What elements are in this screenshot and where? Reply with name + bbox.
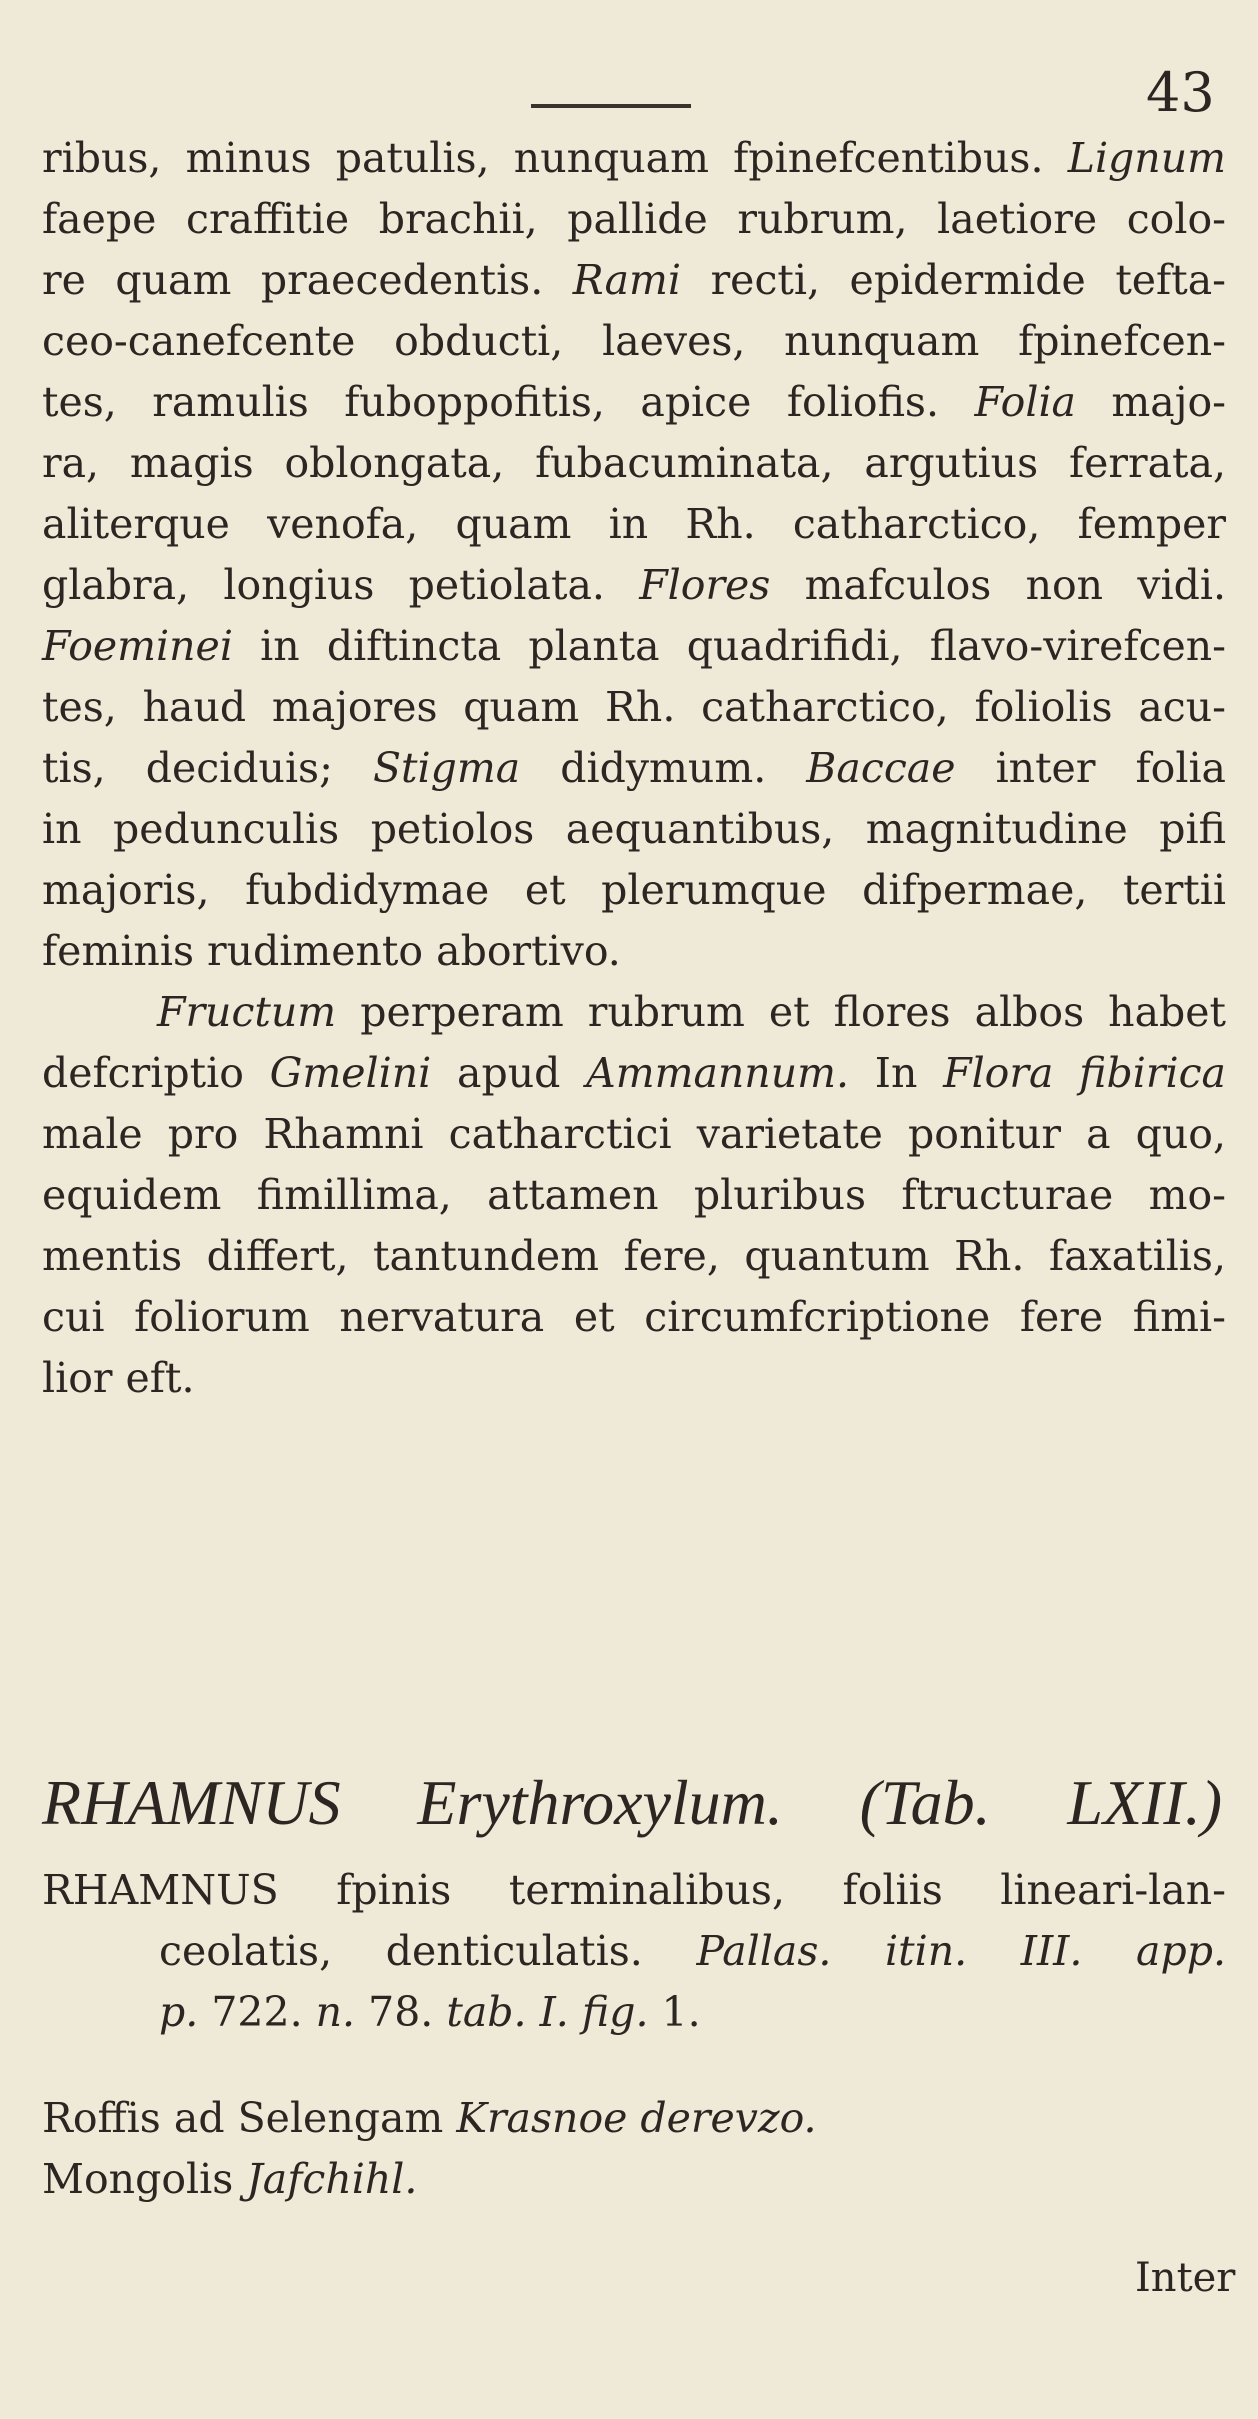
text-run: 722.: [198, 1988, 316, 2036]
text-run: didymum.: [520, 744, 807, 792]
text-run: ribus, minus patulis, nunquam fpinefcentibus.: [42, 134, 1068, 182]
italic-run: Lignum: [1067, 134, 1226, 182]
text-line: [42, 311, 1226, 372]
text-line: [42, 555, 1226, 616]
text-line: [42, 1921, 1226, 1982]
text-line: [42, 1226, 1226, 1287]
italic-run: Flores: [639, 561, 771, 609]
text-line: [42, 1287, 1226, 1348]
text-run: male pro Rhamni catharctici varietate ponitur a quo,: [42, 1110, 1226, 1158]
text-line: [42, 677, 1226, 738]
text-run: RHAMNUS fpinis terminalibus, foliis lineari-lan-: [42, 1866, 1226, 1914]
text-run: aliterque venofa, quam in Rh. catharctico, femper: [42, 500, 1226, 548]
italic-run: n.: [315, 1988, 356, 2036]
text-run: 78.: [355, 1988, 447, 2036]
text-line: [42, 372, 1226, 433]
page-number: 43: [1146, 61, 1215, 124]
text-run: defcriptio: [42, 1049, 270, 1097]
catchword: Inter: [1135, 2255, 1236, 2301]
text-run: mafculos non vidi.: [770, 561, 1226, 609]
header-rule: [531, 104, 691, 108]
text-run: tes, ramulis fuboppofitis, apice foliofis.: [42, 378, 975, 426]
text-run: re quam praecedentis.: [42, 256, 573, 304]
text-line: [42, 1043, 1226, 1104]
text-run: ceo-canefcente obducti, laeves, nunquam fpinefcen-: [42, 317, 1226, 365]
text-run: apud: [431, 1049, 587, 1097]
italic-run: p.: [159, 1988, 199, 2036]
italic-run: Jafchihl.: [246, 2155, 418, 2203]
italic-run: Foeminei: [42, 622, 233, 670]
body-text: [42, 128, 1226, 1409]
text-run: tis, deciduis;: [42, 744, 373, 792]
text-line: [42, 189, 1226, 250]
text-run: recti, epidermide tefta-: [681, 256, 1227, 304]
text-line: [42, 921, 1226, 982]
italic-run: tab. I. fig.: [446, 1988, 649, 2036]
text-run: cui foliorum nervatura et circumfcriptione fere fimi-: [42, 1293, 1226, 1341]
text-run: Roffis ad Selengam: [42, 2094, 457, 2142]
text-run: majo-: [1076, 378, 1226, 426]
text-line: [42, 616, 1226, 677]
text-line: [42, 250, 1226, 311]
text-run: inter folia: [955, 744, 1227, 792]
text-line: [42, 1348, 1226, 1409]
text-line: [42, 128, 1226, 189]
text-line: [42, 1104, 1226, 1165]
text-run: 1.: [648, 1988, 701, 2036]
text-run: tes, haud majores quam Rh. catharctico, foliolis acu-: [42, 683, 1226, 731]
italic-run: Ammannum.: [586, 1049, 850, 1097]
text-run: Mongolis: [42, 2155, 247, 2203]
synonymy: [42, 1860, 1226, 2043]
text-line: [42, 1165, 1226, 1226]
text-line: [42, 799, 1226, 860]
italic-run: Folia: [974, 378, 1076, 426]
text-run: feminis rudimento abortivo.: [42, 927, 621, 975]
italic-run: Gmelini: [269, 1049, 432, 1097]
text-line: [42, 738, 1226, 799]
text-line: [42, 2149, 1226, 2210]
italic-run: Stigma: [372, 744, 521, 792]
text-run: glabra, longius petiolata.: [42, 561, 640, 609]
text-line: [42, 1982, 1226, 2043]
italic-run: Rami: [572, 256, 682, 304]
text-line: [42, 982, 1226, 1043]
text-run: perperam rubrum et flores albos habet: [336, 988, 1226, 1036]
italic-run: Fructum: [157, 988, 337, 1036]
vernacular-names: [42, 2088, 1226, 2210]
text-run: lior eft.: [42, 1354, 195, 1402]
text-run: faepe craffitie brachii, pallide rubrum, laetiore colo-: [42, 195, 1226, 243]
text-line: [42, 2088, 1226, 2149]
text-line: [42, 433, 1226, 494]
text-run: in pedunculis petiolos aequantibus, magnitudine pifi: [42, 805, 1226, 853]
text-line: [42, 860, 1226, 921]
text-run: majoris, fubdidymae et plerumque difpermae, tertii: [42, 866, 1226, 914]
text-run: equidem fimillima, attamen pluribus ftructurae mo-: [42, 1171, 1226, 1219]
text-run: mentis differt, tantundem fere, quantum Rh. faxatilis,: [42, 1232, 1226, 1280]
italic-run: Baccae: [806, 744, 956, 792]
text-line: [42, 1860, 1226, 1921]
text-run: ceolatis, denticulatis.: [159, 1927, 697, 1975]
text-line: [42, 494, 1226, 555]
italic-run: Krasnoe derevzo.: [456, 2094, 817, 2142]
text-run: in diftincta planta quadrifidi, flavo-virefcen-: [232, 622, 1226, 670]
text-run: In: [849, 1049, 944, 1097]
italic-run: Flora fibirica: [943, 1049, 1226, 1097]
italic-run: Pallas. itin. III. app.: [696, 1927, 1226, 1975]
text-run: ra, magis oblongata, fubacuminata, argutius ferrata,: [42, 439, 1226, 487]
species-title: RHAMNUS Erythroxylum. (Tab. LXII.): [42, 1767, 1222, 1838]
